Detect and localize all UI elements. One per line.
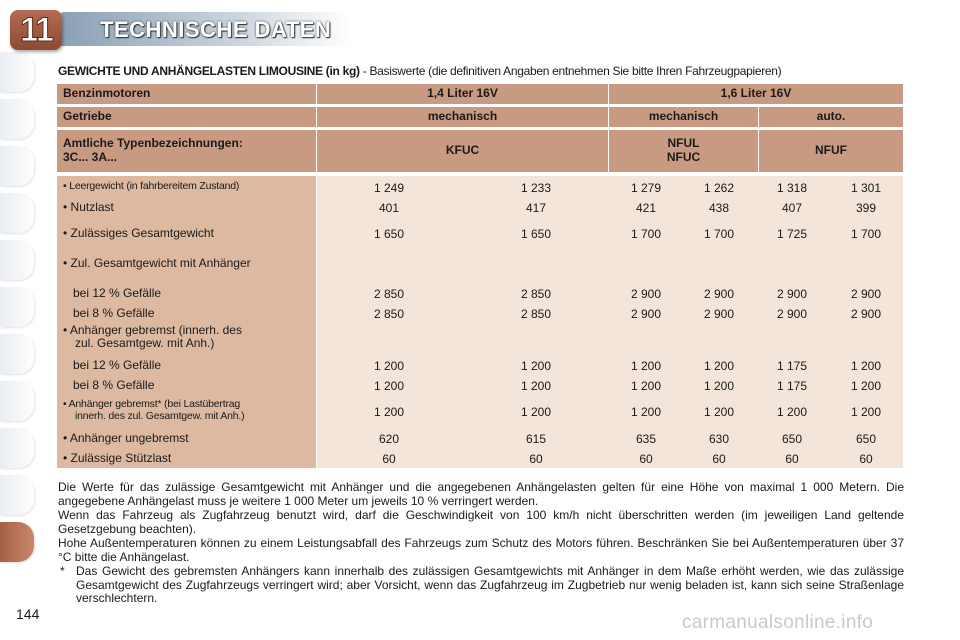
header-label: Getriebe [57, 107, 316, 127]
row-label-line: • Anhänger gebremst* (bei Lastübertrag [63, 398, 241, 410]
row-value: 1 200 [520, 405, 552, 419]
chapter-tab[interactable] [0, 193, 34, 233]
chapter-tab[interactable] [0, 334, 34, 374]
row-value: 2 900 [850, 287, 882, 301]
row-value: 417 [525, 201, 547, 215]
row-value: 1 700 [630, 227, 662, 241]
row-value: 1 200 [703, 359, 735, 373]
row-value: 1 200 [630, 379, 662, 393]
header-label-line: 3C... 3A... [63, 150, 118, 164]
row-label: bei 8 % Gefälle [73, 378, 155, 392]
row-value: 1 200 [520, 379, 552, 393]
row-value: 421 [635, 201, 657, 215]
chapter-tab[interactable] [0, 428, 34, 468]
chapter-tab[interactable] [0, 52, 34, 92]
row-label: • Nutzlast [63, 200, 114, 214]
row-value: 401 [378, 201, 400, 215]
chapter-tab[interactable] [0, 381, 34, 421]
row-value: 2 900 [630, 287, 662, 301]
row-value: 1 200 [630, 359, 662, 373]
chapter-tab[interactable] [0, 240, 34, 280]
row-value: 1 200 [850, 405, 882, 419]
header-group: mechanisch [317, 107, 608, 127]
row-label [63, 399, 244, 422]
paragraph: Wenn das Fahrzeug als Zugfahrzeug benutzt wird, darf die Geschwindigkeit von 100 km/h nicht überschritten werden (im jeweiligen Land geltende Gesetzgebung beachten). [58, 508, 904, 536]
row-value: 60 [639, 452, 653, 466]
table-row [57, 376, 903, 396]
chapter-tab-active[interactable] [0, 522, 34, 562]
chapter-tabs [0, 52, 34, 569]
row-value: 2 850 [373, 287, 405, 301]
page-number: 144 [16, 606, 40, 622]
header-group: auto. [759, 107, 903, 127]
header-group: 1,4 Liter 16V [317, 84, 608, 104]
row-value: 1 279 [630, 181, 662, 195]
table-row [57, 399, 903, 423]
row-value: 2 850 [520, 287, 552, 301]
chapter-tab[interactable] [0, 146, 34, 186]
table-row [57, 178, 903, 198]
footnote-text: Das Gewicht des gebremsten Anhängers kann innerhalb des zulässigen Gesamtgewichts mit Anhänger in dem Maße erhöht werden, wie das zulässige Gesamtgewicht des Zugfahrzeugs verringert wird; aber Vorsicht, wenn das Zugfahrzeug im Zugbetrieb nur wenig beladen ist, kann sich seine Straßenlage verschlechtern. [76, 564, 904, 605]
chapter-tab[interactable] [0, 99, 34, 139]
row-value: 60 [859, 452, 873, 466]
table-row [57, 254, 903, 274]
row-label: • Zul. Gesamtgewicht mit Anhänger [63, 256, 251, 270]
row-label [63, 324, 242, 350]
row-value: 1 725 [776, 227, 808, 241]
row-value: 620 [378, 432, 400, 446]
row-value: 635 [635, 432, 657, 446]
table-row [57, 284, 903, 304]
header-row-types [57, 130, 903, 172]
row-value: 60 [712, 452, 726, 466]
page-title: TECHNISCHE DATEN [100, 17, 332, 42]
chapter-tab[interactable] [0, 475, 34, 515]
row-value: 650 [855, 432, 877, 446]
footnote-mark: * [60, 564, 65, 578]
row-value: 2 850 [373, 307, 405, 321]
row-value: 1 700 [703, 227, 735, 241]
row-value: 630 [708, 432, 730, 446]
row-value: 2 900 [703, 287, 735, 301]
row-value: 1 200 [776, 405, 808, 419]
header-group: NFUF [759, 130, 903, 172]
row-value: 407 [781, 201, 803, 215]
row-value: 2 900 [703, 307, 735, 321]
table-row [57, 429, 903, 449]
row-value: 1 200 [373, 359, 405, 373]
row-value: 60 [382, 452, 396, 466]
row-value: 1 200 [703, 405, 735, 419]
row-value: 2 900 [850, 307, 882, 321]
row-value: 60 [785, 452, 799, 466]
row-value: 1 233 [520, 181, 552, 195]
row-value: 438 [708, 201, 730, 215]
table-row [57, 449, 903, 469]
header-group: mechanisch [609, 107, 758, 127]
header-group: NFUL NFUC [609, 130, 758, 172]
paragraph: Hohe Außentemperaturen können zu einem Leistungsabfall des Fahrzeugs zum Schutz des Motors führen. Beschränken Sie bei Außentemperaturen über 37 °C bitte die Anhängelast. [58, 536, 904, 564]
row-value: 1 262 [703, 181, 735, 195]
row-value: 1 200 [520, 359, 552, 373]
row-label: • Zulässiges Gesamtgewicht [63, 226, 214, 240]
row-value: 1 200 [373, 405, 405, 419]
table-row [57, 198, 903, 218]
row-label-line: • Anhänger gebremst (innerh. des [63, 323, 242, 337]
row-label: bei 12 % Gefälle [73, 286, 162, 300]
row-value: 1 650 [373, 227, 405, 241]
row-value: 1 650 [520, 227, 552, 241]
row-value: 650 [781, 432, 803, 446]
row-label: • Zulässige Stützlast [63, 451, 172, 465]
row-label: • Anhänger ungebremst [63, 431, 189, 445]
row-value: 2 900 [776, 307, 808, 321]
header-label [57, 130, 316, 172]
section-heading-bold: GEWICHTE UND ANHÄNGELASTEN LIMOUSINE (in kg) [58, 64, 360, 78]
section-heading-rest: - Basiswerte (die definitiven Angaben entnehmen Sie bitte Ihren Fahrzeugpapieren) [359, 64, 782, 78]
row-value: 1 301 [850, 181, 882, 195]
header-label: Benzinmotoren [57, 84, 316, 104]
row-value: 2 850 [520, 307, 552, 321]
footnote [60, 565, 904, 606]
row-label-line: zul. Gesamtgew. mit Anh.) [75, 336, 215, 351]
row-value: 1 200 [630, 405, 662, 419]
table-row [57, 324, 903, 354]
row-value: 2 900 [776, 287, 808, 301]
row-value: 1 318 [776, 181, 808, 195]
section-heading [58, 64, 781, 78]
row-value: 60 [529, 452, 543, 466]
paragraph: Die Werte für das zulässige Gesamtgewicht mit Anhänger und die angegebenen Anhängelasten gelten für eine Höhe von maximal 1 000 Metern. Die angegebene Anhängelast muss je weitere 1 000 Meter um jeweils 10 % verringert werden. [58, 480, 904, 508]
header-group: 1,6 Liter 16V [609, 84, 903, 104]
table-row [57, 224, 903, 244]
row-value: 1 200 [703, 379, 735, 393]
row-label: bei 12 % Gefälle [73, 358, 162, 372]
header-group: KFUC [317, 130, 608, 172]
row-label-line: innerh. des zul. Gesamtgew. mit Anh.) [75, 409, 245, 422]
row-value: 1 200 [850, 379, 882, 393]
row-label: • Leergewicht (in fahrbereitem Zustand) [63, 180, 240, 192]
row-value: 615 [525, 432, 547, 446]
row-label: bei 8 % Gefälle [73, 306, 155, 320]
row-value: 1 200 [373, 379, 405, 393]
table-row [57, 356, 903, 376]
row-value: 399 [855, 201, 877, 215]
header-row-gearbox [57, 107, 903, 127]
row-value: 1 700 [850, 227, 882, 241]
row-value: 2 900 [630, 307, 662, 321]
watermark: carmanualsonline.info [682, 612, 874, 633]
row-value: 1 175 [776, 379, 808, 393]
row-value: 1 175 [776, 359, 808, 373]
row-value: 1 249 [373, 181, 405, 195]
chapter-number: 11 [20, 11, 52, 49]
header-label-line: Amtliche Typenbezeichnungen: [63, 136, 243, 151]
table-row [57, 304, 903, 324]
chapter-tab[interactable] [0, 287, 34, 327]
row-value: 1 200 [850, 359, 882, 373]
header-row-engine [57, 84, 903, 104]
